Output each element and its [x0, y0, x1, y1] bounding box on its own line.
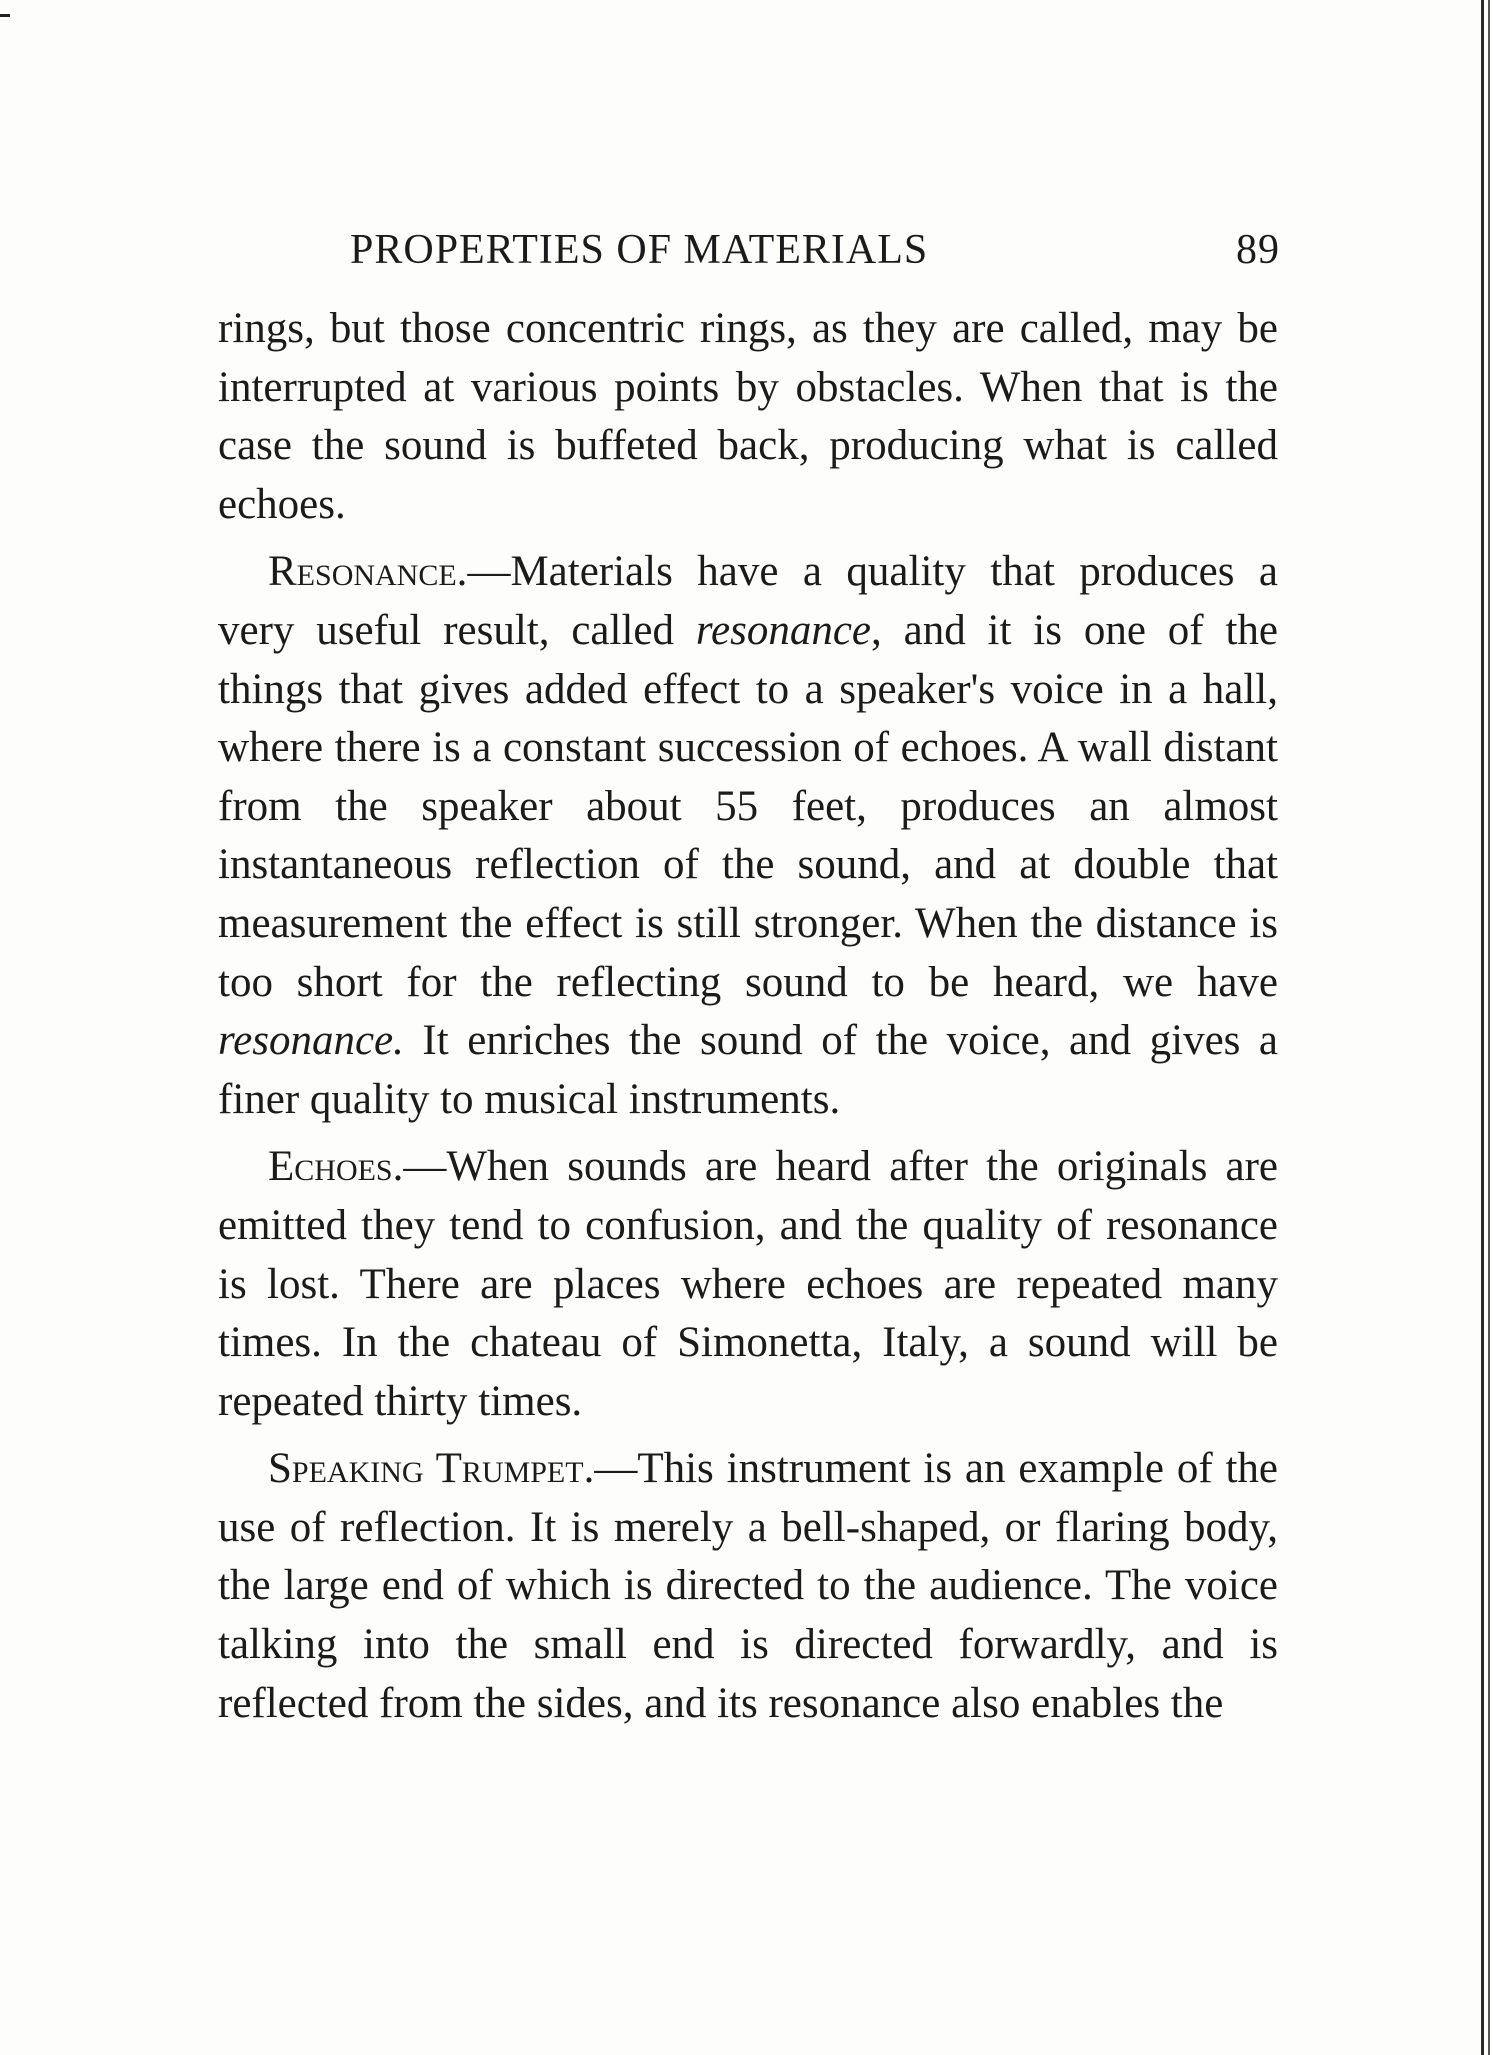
paragraph-text: It enriches the sound of the voice, and gives a finer quality to musical instruments.: [218, 1017, 1278, 1123]
page-number: 89: [1236, 227, 1280, 273]
margin-mark: [0, 14, 10, 17]
paragraph-text: —This instrument is an example of the use of reflection. It is merely a bell-shaped, or flaring body, the large end of which is directed to the audience. The voice talking into the small end is directed forwardly, and is reflected from the sides, and its resonance also enables the: [218, 1445, 1279, 1727]
running-title: PROPERTIES OF MATERIALS: [350, 227, 929, 273]
paragraph-text: —When sounds are heard after the originals are emitted they tend to confusion, and the quality of resonance is lost. There are places where echoes are repeated many times. In the chateau of Simonetta, Italy, a sound will be repeated thirty times.: [218, 1143, 1278, 1425]
paragraph-resonance: [218, 543, 1278, 1129]
section-heading-resonance: Resonance.: [268, 548, 468, 596]
section-heading-echoes: Echoes.: [268, 1143, 404, 1191]
page-edge-line-outer: [1488, 0, 1490, 2055]
paragraph-speaking-trumpet: [218, 1440, 1278, 1733]
section-heading-speaking-trumpet: Speaking Trumpet.: [268, 1445, 595, 1493]
italic-term: resonance: [695, 606, 871, 654]
page-edge-line: [1481, 0, 1484, 2055]
paragraph-continuation: rings, but those concentric rings, as they are called, may be interrupted at various points by obstacles. When that is the case the sound is buffeted back, producing what is called echoes.: [218, 305, 1278, 528]
body-text: [218, 300, 1278, 1733]
page-header: [350, 226, 1280, 286]
paragraph-text: —Materials have a quality that produces a very useful result, called: [218, 548, 1278, 654]
italic-term: resonance.: [218, 1017, 404, 1065]
paragraph-text: , and it is one of the things that gives added effect to a speaker's voice in a hall, where there is a constant succession of echoes. A wall distant from the speaker about 55 feet, produces an almost instantaneous reflection of the sound, and at double that measurement the effect is still stronger. When the distance is too short for the reflecting sound to be heard, we have: [218, 606, 1278, 1006]
paragraph-echoes: [218, 1138, 1278, 1431]
